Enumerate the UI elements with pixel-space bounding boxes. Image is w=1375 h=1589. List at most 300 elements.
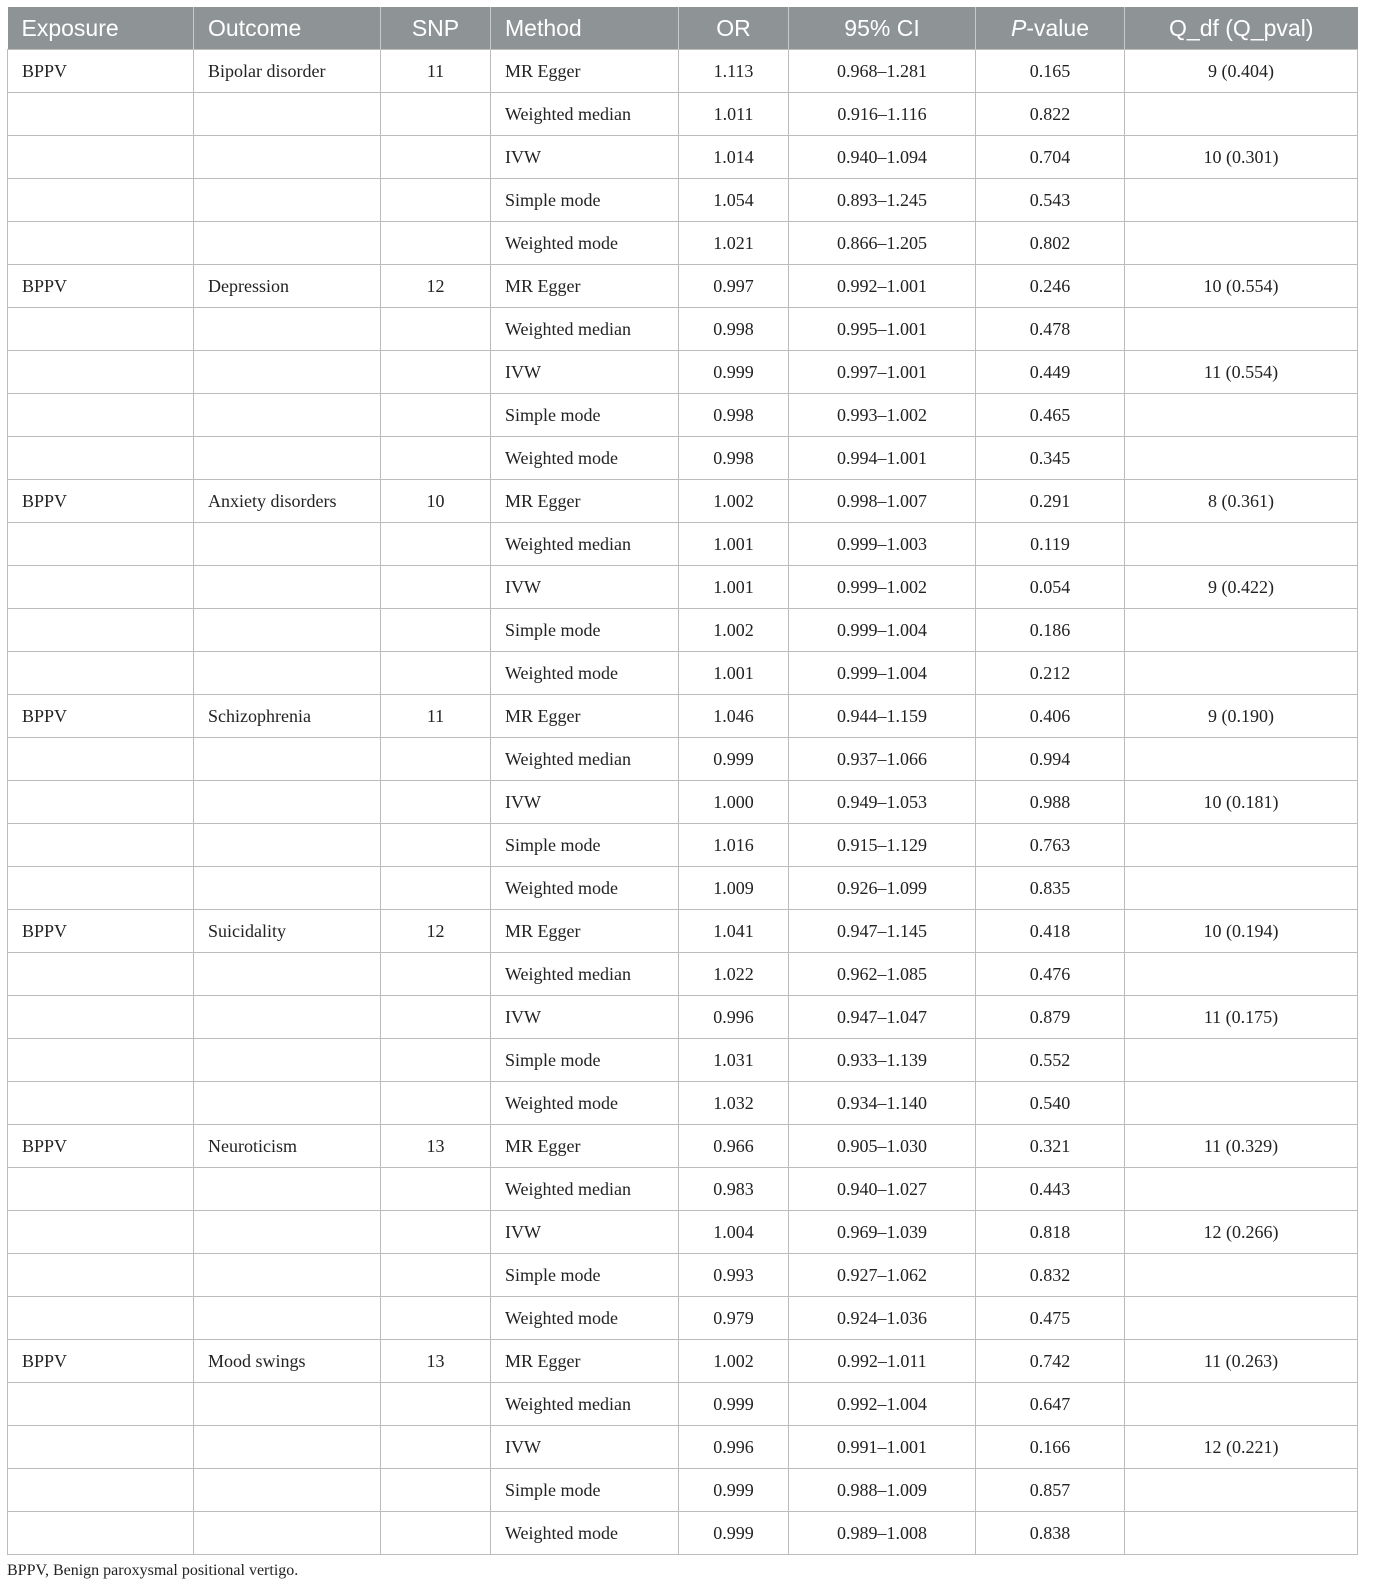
- cell-q: 10 (0.301): [1125, 136, 1358, 179]
- cell-q: 8 (0.361): [1125, 480, 1358, 523]
- cell-method: IVW: [491, 1211, 679, 1254]
- cell-outcome: [194, 566, 381, 609]
- cell-exposure: [8, 953, 194, 996]
- cell-ci: 0.934–1.140: [789, 1082, 976, 1125]
- cell-method: MR Egger: [491, 265, 679, 308]
- cell-q: [1125, 824, 1358, 867]
- table-row: [8, 265, 1358, 308]
- cell-p-value: 0.838: [976, 1512, 1125, 1555]
- cell-method: MR Egger: [491, 695, 679, 738]
- cell-p-value: 0.321: [976, 1125, 1125, 1168]
- cell-snp: [381, 1297, 491, 1340]
- cell-ci: 0.947–1.047: [789, 996, 976, 1039]
- table-row: [8, 652, 1358, 695]
- table-row: [8, 1340, 1358, 1383]
- cell-exposure: [8, 1082, 194, 1125]
- cell-or: 1.002: [679, 480, 789, 523]
- cell-or: 0.999: [679, 351, 789, 394]
- cell-exposure: BPPV: [8, 1125, 194, 1168]
- cell-q: [1125, 523, 1358, 566]
- table-row: [8, 609, 1358, 652]
- cell-exposure: [8, 824, 194, 867]
- cell-p-value: 0.802: [976, 222, 1125, 265]
- cell-method: Weighted mode: [491, 222, 679, 265]
- cell-or: 0.983: [679, 1168, 789, 1211]
- cell-q: 11 (0.329): [1125, 1125, 1358, 1168]
- cell-q: 11 (0.554): [1125, 351, 1358, 394]
- cell-or: 0.966: [679, 1125, 789, 1168]
- cell-outcome: Schizophrenia: [194, 695, 381, 738]
- cell-p-value: 0.543: [976, 179, 1125, 222]
- table-row: [8, 1512, 1358, 1555]
- cell-method: MR Egger: [491, 910, 679, 953]
- cell-p-value: 0.704: [976, 136, 1125, 179]
- cell-ci: 0.999–1.004: [789, 609, 976, 652]
- cell-method: Weighted mode: [491, 1297, 679, 1340]
- cell-exposure: [8, 1383, 194, 1426]
- cell-outcome: Neuroticism: [194, 1125, 381, 1168]
- cell-exposure: BPPV: [8, 265, 194, 308]
- cell-p-value: 0.994: [976, 738, 1125, 781]
- cell-p-value: 0.291: [976, 480, 1125, 523]
- cell-exposure: BPPV: [8, 695, 194, 738]
- cell-method: Simple mode: [491, 394, 679, 437]
- cell-method: Weighted mode: [491, 437, 679, 480]
- cell-or: 1.014: [679, 136, 789, 179]
- cell-snp: [381, 609, 491, 652]
- cell-q: 12 (0.221): [1125, 1426, 1358, 1469]
- cell-ci: 0.927–1.062: [789, 1254, 976, 1297]
- cell-ci: 0.998–1.007: [789, 480, 976, 523]
- cell-or: 0.998: [679, 308, 789, 351]
- cell-p-value: 0.165: [976, 50, 1125, 93]
- cell-outcome: [194, 437, 381, 480]
- cell-or: 0.999: [679, 1469, 789, 1512]
- table-row: [8, 136, 1358, 179]
- cell-or: 1.113: [679, 50, 789, 93]
- header-ci: 95% CI: [789, 7, 976, 50]
- cell-method: MR Egger: [491, 1340, 679, 1383]
- cell-snp: [381, 1211, 491, 1254]
- cell-ci: 0.991–1.001: [789, 1426, 976, 1469]
- cell-exposure: BPPV: [8, 910, 194, 953]
- cell-outcome: [194, 953, 381, 996]
- cell-outcome: [194, 867, 381, 910]
- header-p-value: [976, 7, 1125, 50]
- table-row: [8, 394, 1358, 437]
- cell-q: [1125, 93, 1358, 136]
- cell-p-value: 0.406: [976, 695, 1125, 738]
- cell-q: [1125, 1254, 1358, 1297]
- cell-p-value: 0.835: [976, 867, 1125, 910]
- cell-q: 10 (0.181): [1125, 781, 1358, 824]
- cell-snp: [381, 953, 491, 996]
- cell-q: [1125, 1039, 1358, 1082]
- cell-p-value: 0.166: [976, 1426, 1125, 1469]
- cell-ci: 0.994–1.001: [789, 437, 976, 480]
- cell-ci: 0.944–1.159: [789, 695, 976, 738]
- cell-q: 11 (0.175): [1125, 996, 1358, 1039]
- cell-snp: [381, 996, 491, 1039]
- cell-snp: [381, 1254, 491, 1297]
- cell-or: 1.022: [679, 953, 789, 996]
- cell-q: [1125, 1168, 1358, 1211]
- cell-or: 0.999: [679, 1383, 789, 1426]
- cell-or: 0.996: [679, 996, 789, 1039]
- table-row: [8, 1426, 1358, 1469]
- table-row: [8, 824, 1358, 867]
- cell-exposure: [8, 1168, 194, 1211]
- cell-q: [1125, 1383, 1358, 1426]
- cell-snp: [381, 1426, 491, 1469]
- cell-exposure: [8, 351, 194, 394]
- cell-outcome: [194, 394, 381, 437]
- cell-ci: 0.933–1.139: [789, 1039, 976, 1082]
- table-footnote: BPPV, Benign paroxysmal positional vertigo.: [7, 1562, 299, 1579]
- table-row: [8, 1469, 1358, 1512]
- cell-snp: [381, 394, 491, 437]
- cell-ci: 0.989–1.008: [789, 1512, 976, 1555]
- cell-q: 10 (0.194): [1125, 910, 1358, 953]
- cell-p-value: 0.443: [976, 1168, 1125, 1211]
- cell-exposure: [8, 1254, 194, 1297]
- cell-p-value: 0.647: [976, 1383, 1125, 1426]
- cell-snp: 13: [381, 1340, 491, 1383]
- cell-exposure: [8, 523, 194, 566]
- table-row: [8, 695, 1358, 738]
- cell-or: 0.979: [679, 1297, 789, 1340]
- cell-exposure: [8, 1211, 194, 1254]
- cell-snp: 11: [381, 50, 491, 93]
- cell-ci: 0.969–1.039: [789, 1211, 976, 1254]
- cell-or: 1.054: [679, 179, 789, 222]
- table-row: [8, 308, 1358, 351]
- cell-snp: [381, 1512, 491, 1555]
- cell-outcome: Anxiety disorders: [194, 480, 381, 523]
- cell-exposure: [8, 652, 194, 695]
- table-row: [8, 351, 1358, 394]
- cell-or: 1.000: [679, 781, 789, 824]
- cell-q: [1125, 394, 1358, 437]
- cell-exposure: [8, 136, 194, 179]
- table-body: [8, 50, 1358, 1555]
- cell-ci: 0.866–1.205: [789, 222, 976, 265]
- cell-outcome: [194, 824, 381, 867]
- cell-ci: 0.999–1.002: [789, 566, 976, 609]
- cell-p-value: 0.857: [976, 1469, 1125, 1512]
- cell-outcome: [194, 308, 381, 351]
- cell-ci: 0.962–1.085: [789, 953, 976, 996]
- cell-snp: [381, 867, 491, 910]
- cell-exposure: [8, 437, 194, 480]
- cell-method: Weighted median: [491, 93, 679, 136]
- cell-method: MR Egger: [491, 50, 679, 93]
- cell-method: IVW: [491, 136, 679, 179]
- cell-method: MR Egger: [491, 480, 679, 523]
- cell-outcome: [194, 222, 381, 265]
- cell-p-value: 0.449: [976, 351, 1125, 394]
- table-row: [8, 910, 1358, 953]
- cell-p-value: 0.119: [976, 523, 1125, 566]
- cell-or: 1.041: [679, 910, 789, 953]
- cell-snp: 12: [381, 910, 491, 953]
- cell-exposure: BPPV: [8, 1340, 194, 1383]
- cell-snp: [381, 1039, 491, 1082]
- cell-method: IVW: [491, 351, 679, 394]
- cell-p-value: 0.345: [976, 437, 1125, 480]
- cell-snp: [381, 523, 491, 566]
- cell-method: Simple mode: [491, 1254, 679, 1297]
- cell-or: 1.011: [679, 93, 789, 136]
- cell-q: [1125, 652, 1358, 695]
- table-row: [8, 222, 1358, 265]
- cell-outcome: [194, 1383, 381, 1426]
- cell-snp: [381, 1469, 491, 1512]
- table-row: [8, 93, 1358, 136]
- cell-ci: 0.905–1.030: [789, 1125, 976, 1168]
- cell-p-value: 0.818: [976, 1211, 1125, 1254]
- cell-or: 0.998: [679, 394, 789, 437]
- cell-ci: 0.926–1.099: [789, 867, 976, 910]
- cell-outcome: Mood swings: [194, 1340, 381, 1383]
- table-row: [8, 50, 1358, 93]
- table-row: [8, 480, 1358, 523]
- header-exposure: Exposure: [8, 7, 194, 50]
- table-row: [8, 566, 1358, 609]
- table-row: [8, 437, 1358, 480]
- cell-ci: 0.999–1.003: [789, 523, 976, 566]
- cell-or: 1.032: [679, 1082, 789, 1125]
- cell-exposure: [8, 1469, 194, 1512]
- cell-q: [1125, 1512, 1358, 1555]
- cell-or: 0.999: [679, 738, 789, 781]
- cell-p-value: 0.822: [976, 93, 1125, 136]
- cell-or: 1.001: [679, 652, 789, 695]
- cell-q: [1125, 437, 1358, 480]
- table-row: [8, 1039, 1358, 1082]
- cell-or: 1.031: [679, 1039, 789, 1082]
- cell-outcome: [194, 996, 381, 1039]
- cell-snp: [381, 738, 491, 781]
- cell-or: 1.009: [679, 867, 789, 910]
- table-row: [8, 1082, 1358, 1125]
- cell-snp: [381, 308, 491, 351]
- cell-p-value: 0.742: [976, 1340, 1125, 1383]
- cell-q: 9 (0.190): [1125, 695, 1358, 738]
- cell-method: Weighted mode: [491, 1082, 679, 1125]
- cell-p-value: 0.186: [976, 609, 1125, 652]
- cell-method: Weighted mode: [491, 1512, 679, 1555]
- cell-method: Simple mode: [491, 824, 679, 867]
- cell-p-value: 0.475: [976, 1297, 1125, 1340]
- cell-q: [1125, 867, 1358, 910]
- cell-snp: [381, 93, 491, 136]
- cell-ci: 0.924–1.036: [789, 1297, 976, 1340]
- results-table: [7, 7, 1358, 1555]
- cell-outcome: [194, 136, 381, 179]
- cell-exposure: [8, 1297, 194, 1340]
- cell-or: 0.999: [679, 1512, 789, 1555]
- cell-method: Weighted median: [491, 953, 679, 996]
- cell-outcome: [194, 1297, 381, 1340]
- table-row: [8, 179, 1358, 222]
- cell-method: Weighted mode: [491, 867, 679, 910]
- cell-outcome: Bipolar disorder: [194, 50, 381, 93]
- cell-p-value: 0.832: [976, 1254, 1125, 1297]
- cell-exposure: [8, 566, 194, 609]
- cell-outcome: [194, 1168, 381, 1211]
- cell-exposure: [8, 1426, 194, 1469]
- cell-exposure: [8, 1512, 194, 1555]
- table-row: [8, 867, 1358, 910]
- cell-method: MR Egger: [491, 1125, 679, 1168]
- table-row: [8, 953, 1358, 996]
- cell-exposure: BPPV: [8, 480, 194, 523]
- cell-outcome: [194, 1469, 381, 1512]
- header-method: Method: [491, 7, 679, 50]
- cell-snp: [381, 222, 491, 265]
- cell-or: 1.002: [679, 609, 789, 652]
- cell-p-value: 0.418: [976, 910, 1125, 953]
- cell-method: IVW: [491, 566, 679, 609]
- cell-ci: 0.992–1.011: [789, 1340, 976, 1383]
- cell-snp: 13: [381, 1125, 491, 1168]
- cell-or: 1.001: [679, 566, 789, 609]
- cell-snp: [381, 652, 491, 695]
- cell-p-value: 0.465: [976, 394, 1125, 437]
- table-row: [8, 523, 1358, 566]
- cell-q: 9 (0.404): [1125, 50, 1358, 93]
- cell-exposure: [8, 179, 194, 222]
- cell-snp: [381, 566, 491, 609]
- cell-snp: [381, 824, 491, 867]
- cell-ci: 0.940–1.027: [789, 1168, 976, 1211]
- cell-method: Simple mode: [491, 1039, 679, 1082]
- cell-outcome: [194, 1512, 381, 1555]
- cell-exposure: [8, 93, 194, 136]
- cell-outcome: [194, 652, 381, 695]
- cell-or: 1.021: [679, 222, 789, 265]
- cell-exposure: [8, 867, 194, 910]
- cell-snp: 12: [381, 265, 491, 308]
- cell-ci: 0.997–1.001: [789, 351, 976, 394]
- cell-ci: 0.988–1.009: [789, 1469, 976, 1512]
- cell-q: 12 (0.266): [1125, 1211, 1358, 1254]
- table-row: [8, 781, 1358, 824]
- cell-p-value: 0.478: [976, 308, 1125, 351]
- cell-ci: 0.993–1.002: [789, 394, 976, 437]
- cell-or: 1.016: [679, 824, 789, 867]
- cell-method: IVW: [491, 996, 679, 1039]
- cell-or: 1.046: [679, 695, 789, 738]
- cell-q: [1125, 1297, 1358, 1340]
- cell-snp: 11: [381, 695, 491, 738]
- table-row: [8, 1125, 1358, 1168]
- cell-q: [1125, 1469, 1358, 1512]
- table-row: [8, 738, 1358, 781]
- table-row: [8, 1297, 1358, 1340]
- cell-outcome: [194, 93, 381, 136]
- cell-or: 1.004: [679, 1211, 789, 1254]
- cell-outcome: [194, 523, 381, 566]
- cell-q: 11 (0.263): [1125, 1340, 1358, 1383]
- cell-method: Weighted mode: [491, 652, 679, 695]
- cell-exposure: BPPV: [8, 50, 194, 93]
- header-outcome: Outcome: [194, 7, 381, 50]
- cell-q: [1125, 1082, 1358, 1125]
- cell-ci: 0.999–1.004: [789, 652, 976, 695]
- cell-outcome: Depression: [194, 265, 381, 308]
- header-row: [8, 7, 1358, 50]
- cell-method: Simple mode: [491, 609, 679, 652]
- cell-ci: 0.992–1.001: [789, 265, 976, 308]
- cell-ci: 0.947–1.145: [789, 910, 976, 953]
- cell-method: IVW: [491, 1426, 679, 1469]
- cell-q: 9 (0.422): [1125, 566, 1358, 609]
- cell-method: Weighted median: [491, 1168, 679, 1211]
- cell-or: 0.996: [679, 1426, 789, 1469]
- cell-ci: 0.949–1.053: [789, 781, 976, 824]
- cell-outcome: [194, 1211, 381, 1254]
- table-row: [8, 1211, 1358, 1254]
- header-p-rest: -value: [1026, 14, 1089, 41]
- cell-method: Weighted median: [491, 738, 679, 781]
- cell-outcome: [194, 351, 381, 394]
- cell-method: Weighted median: [491, 1383, 679, 1426]
- cell-snp: [381, 437, 491, 480]
- cell-snp: [381, 179, 491, 222]
- cell-outcome: [194, 1254, 381, 1297]
- cell-snp: [381, 1383, 491, 1426]
- table-row: [8, 1168, 1358, 1211]
- cell-method: Weighted median: [491, 523, 679, 566]
- cell-method: Weighted median: [491, 308, 679, 351]
- cell-q: [1125, 308, 1358, 351]
- cell-method: Simple mode: [491, 179, 679, 222]
- cell-snp: [381, 1082, 491, 1125]
- cell-p-value: 0.763: [976, 824, 1125, 867]
- cell-exposure: [8, 996, 194, 1039]
- cell-or: 0.998: [679, 437, 789, 480]
- cell-outcome: [194, 1426, 381, 1469]
- cell-method: Simple mode: [491, 1469, 679, 1512]
- cell-p-value: 0.879: [976, 996, 1125, 1039]
- cell-q: 10 (0.554): [1125, 265, 1358, 308]
- header-q: Q_df (Q_pval): [1125, 7, 1358, 50]
- cell-ci: 0.995–1.001: [789, 308, 976, 351]
- cell-outcome: [194, 738, 381, 781]
- cell-exposure: [8, 1039, 194, 1082]
- cell-snp: [381, 1168, 491, 1211]
- table-row: [8, 1254, 1358, 1297]
- cell-q: [1125, 179, 1358, 222]
- cell-q: [1125, 222, 1358, 265]
- cell-outcome: [194, 179, 381, 222]
- cell-ci: 0.916–1.116: [789, 93, 976, 136]
- table-row: [8, 996, 1358, 1039]
- cell-p-value: 0.988: [976, 781, 1125, 824]
- cell-outcome: [194, 1039, 381, 1082]
- cell-snp: [381, 136, 491, 179]
- cell-exposure: [8, 781, 194, 824]
- cell-ci: 0.915–1.129: [789, 824, 976, 867]
- cell-q: [1125, 609, 1358, 652]
- cell-snp: 10: [381, 480, 491, 523]
- cell-outcome: [194, 781, 381, 824]
- cell-p-value: 0.476: [976, 953, 1125, 996]
- cell-exposure: [8, 308, 194, 351]
- cell-or: 1.002: [679, 1340, 789, 1383]
